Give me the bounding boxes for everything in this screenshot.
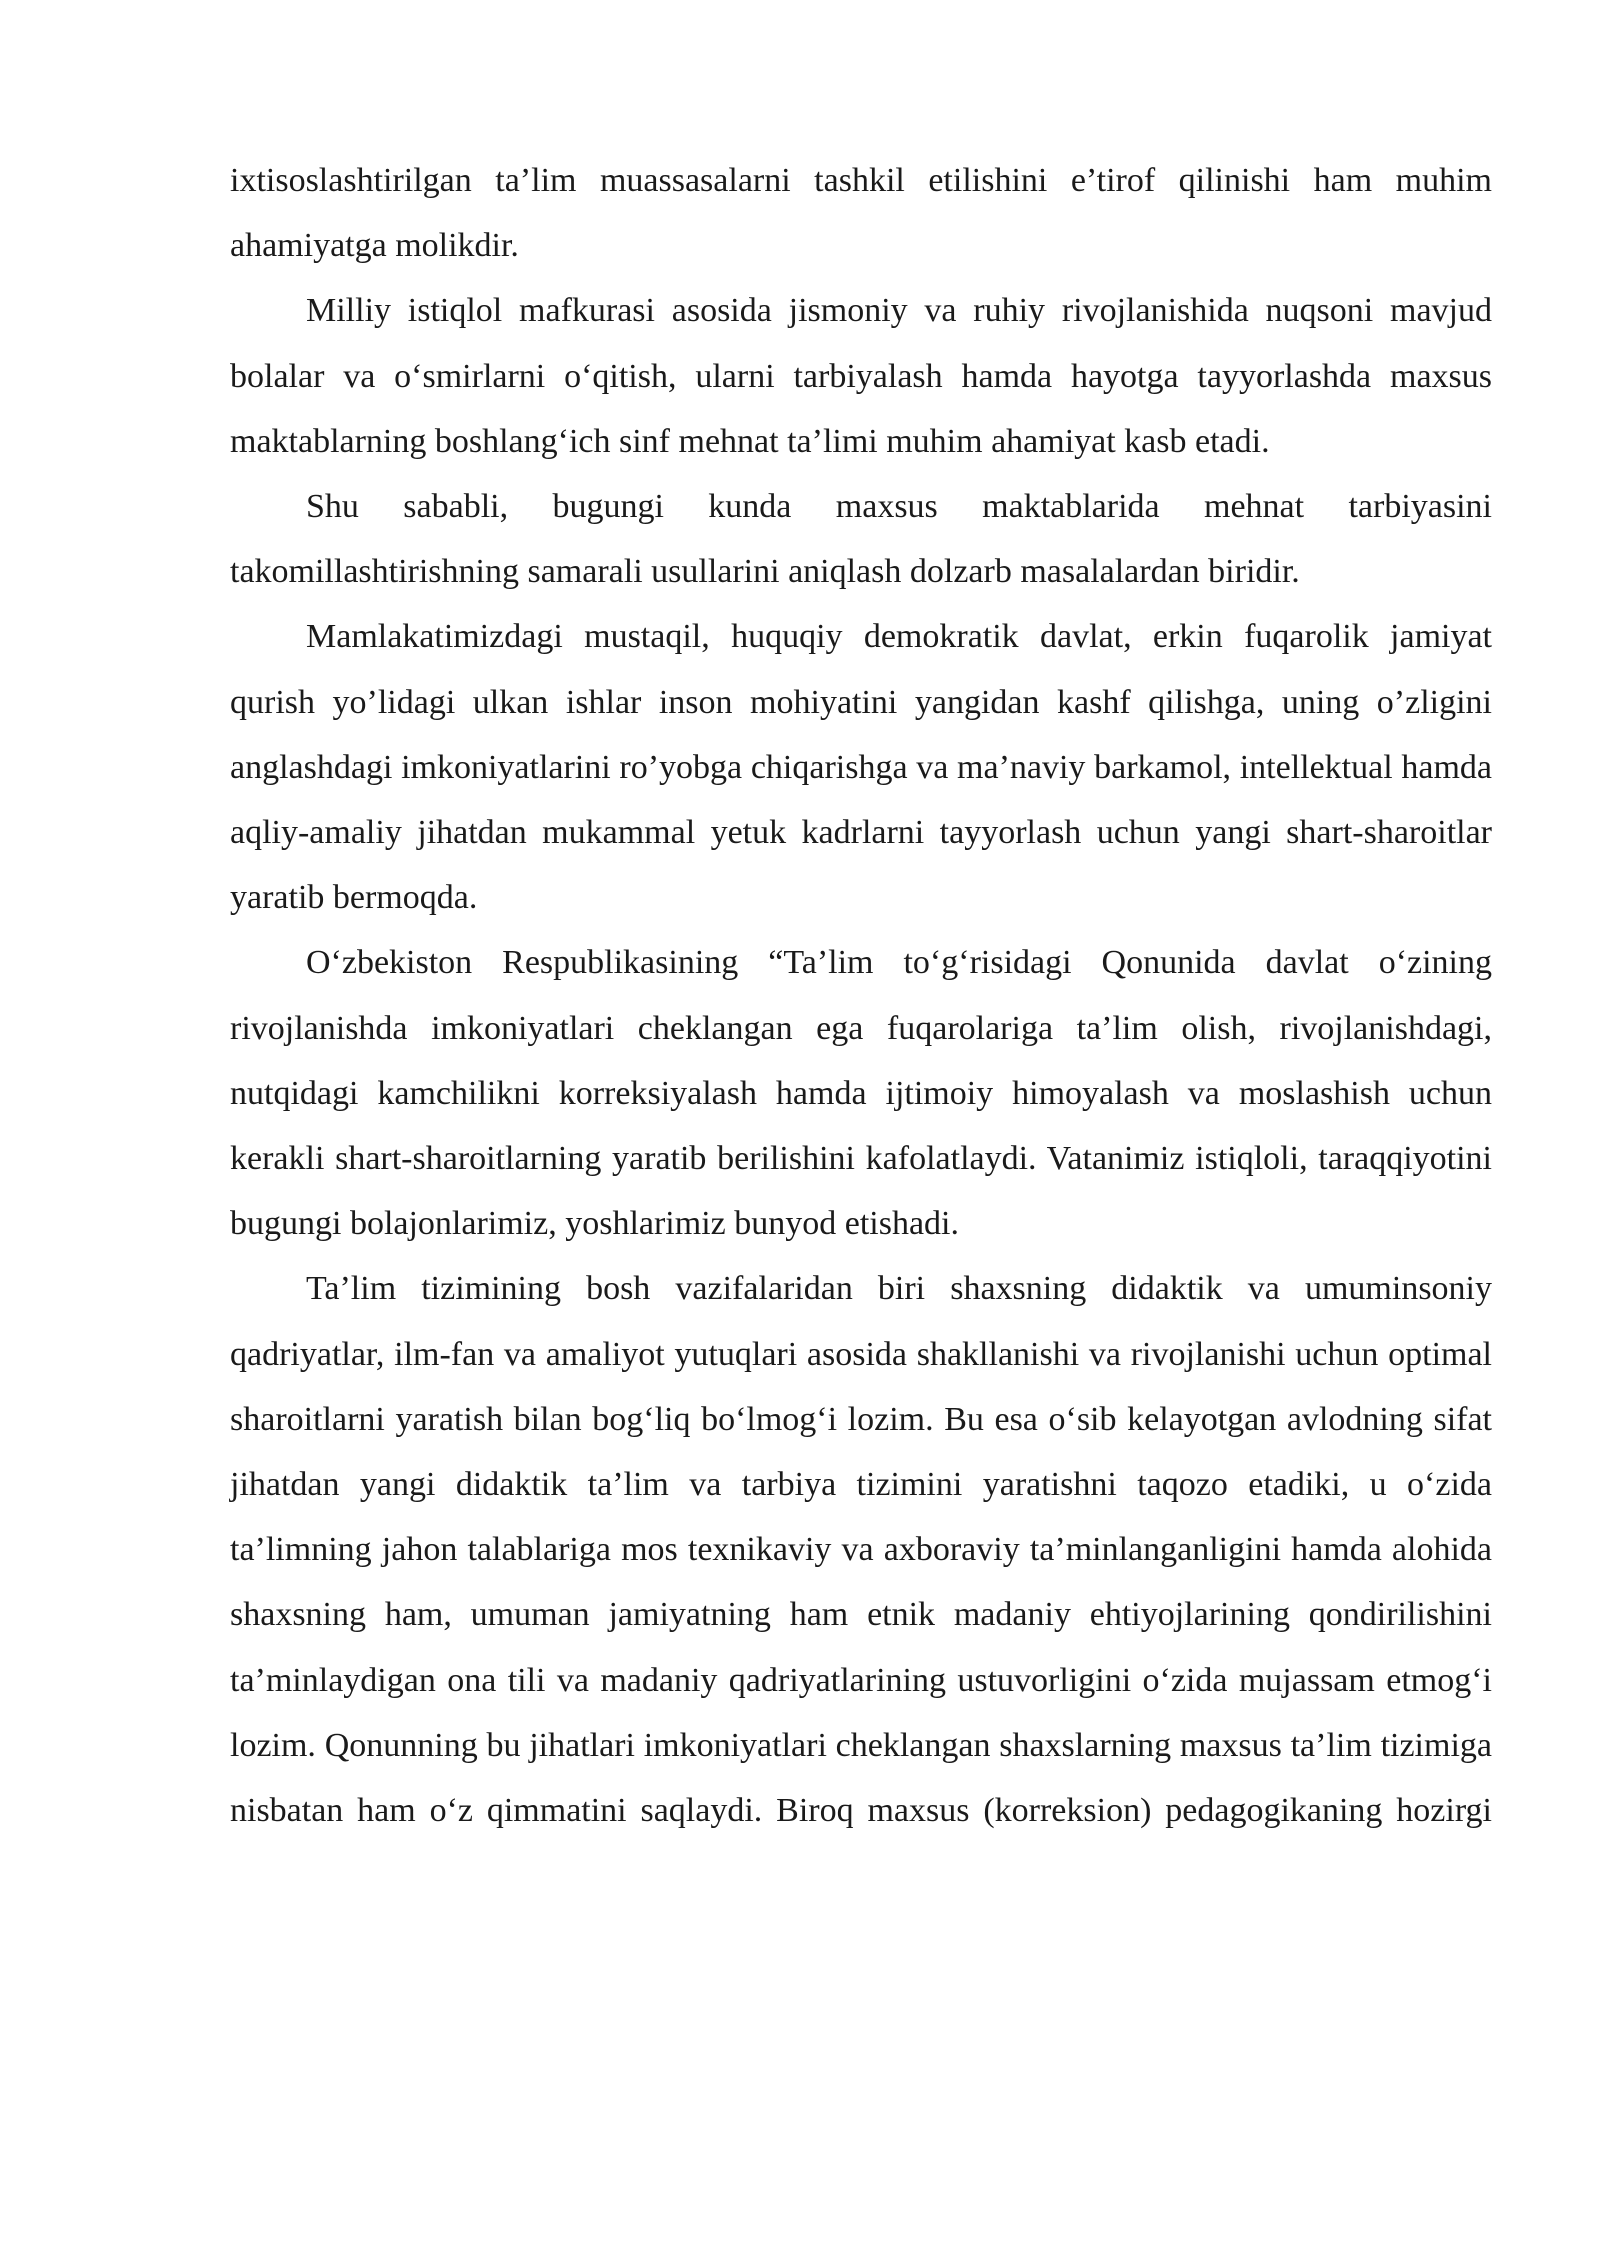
paragraph-milliy-istiqlol: Milliy istiqlol mafkurasi asosida jismoniy va ruhiy rivojlanishida nuqsoni mavjud bolalar va o‘smirlarni o‘qitish, ularni tarbiyalash hamda hayotga tayyorlashda maxsus maktablarning boshlang‘ich sinf mehnat ta’limi muhim ahamiyat kasb etadi. bbox=[230, 292, 1492, 460]
paragraph-continued: ixtisoslashtirilgan ta’lim muassasalarni tashkil etilishini e’tirof qilinishi ham muhim ahamiyatga molikdir. bbox=[230, 162, 1492, 265]
paragraph-mamlakatimizdagi: Mamlakatimizdagi mustaqil, huquqiy demokratik davlat, erkin fuqarolik jamiyat qurish yo’lidagi ulkan ishlar inson mohiyatini yangidan kashf qilishga, uning o’zligini anglashdagi imkoniyatlarini ro’yobga chiqarishga va ma’naviy barkamol, intellektual hamda aqliy-amaliy jihatdan mukammal yetuk kadrlarni tayyorlash uchun yangi shart-sharoitlar yaratib bermoqda. bbox=[230, 618, 1492, 917]
paragraph-shu-sababli: Shu sababli, bugungi kunda maxsus maktablarida mehnat tarbiyasini takomillashtirishning samarali usullarini aniqlash dolzarb masalalardan biridir. bbox=[230, 488, 1492, 591]
paragraph-ozbekiston-respublikasi: O‘zbekiston Respublikasining “Ta’lim to‘g‘risidagi Qonunida davlat o‘zining rivojlanishda imkoniyatlari cheklangan ega fuqarolariga ta’lim olish, rivojlanishdagi, nutqidagi kamchilikni korreksiyalash hamda ijtimoiy himoyalash va moslashish uchun kerakli shart-sharoitlarning yaratib berilishini kafolatlaydi. Vatanimiz istiqloli, taraqqiyotini bugungi bolajonlarimiz, yoshlarimiz bunyod etishadi. bbox=[230, 944, 1492, 1243]
document-body bbox=[230, 148, 1492, 1843]
paragraph-talim-tizimi: Ta’lim tizimining bosh vazifalaridan biri shaxsning didaktik va umuminsoniy qadriyatlar, ilm-fan va amaliyot yutuqlari asosida shakllanishi va rivojlanishi uchun optimal sharoitlarni yaratish bilan bog‘liq bo‘lmog‘i lozim. Bu esa o‘sib kelayotgan avlodning sifat jihatdan yangi didaktik ta’lim va tarbiya tizimini yaratishni taqozo etadiki, u o‘zida ta’limning jahon talablariga mos texnikaviy va axboraviy ta’minlanganligini hamda alohida shaxsning ham, umuman jamiyatning ham etnik madaniy ehtiyojlarining qondirilishini ta’minlaydigan ona tili va madaniy qadriyatlarining ustuvorligini o‘zida mujassam etmog‘i lozim. Qonunning bu jihatlari imkoniyatlari cheklangan shaxslarning maxsus ta’lim tizimiga nisbatan ham o‘z qimmatini saqlaydi. Biroq maxsus (korreksion) pedagogikaning hozirgi bbox=[230, 1270, 1492, 1830]
